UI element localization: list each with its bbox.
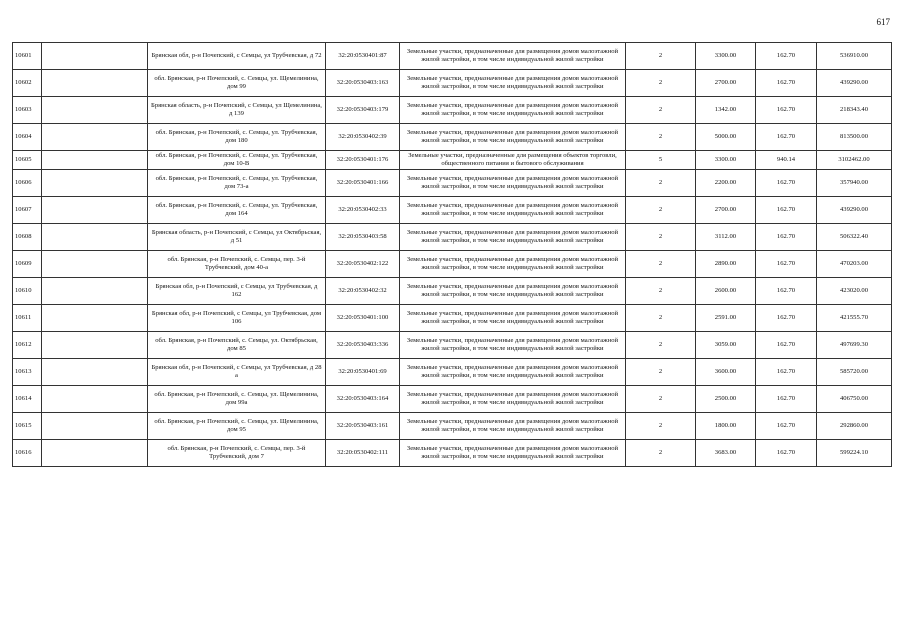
table-row — [13, 440, 892, 467]
row-number: 10604 — [13, 124, 42, 151]
land-use-cell: Земельные участки, предназначенные для размещения домов малоэтажной жилой застройки, в том числе индивидуальной жилой застройки — [400, 97, 626, 124]
cadastral-value-cell: 406750.00 — [817, 386, 892, 413]
blank-cell — [42, 197, 148, 224]
table-row — [13, 251, 892, 278]
blank-cell — [42, 224, 148, 251]
land-use-cell: Земельные участки, предназначенные для размещения домов малоэтажной жилой застройки, в том числе индивидуальной жилой застройки — [400, 278, 626, 305]
row-number: 10603 — [13, 97, 42, 124]
table-row — [13, 43, 892, 70]
land-use-cell: Земельные участки, предназначенные для размещения домов малоэтажной жилой застройки, в том числе индивидуальной жилой застройки — [400, 305, 626, 332]
cadastral-value-table — [12, 42, 892, 467]
address-cell: обл. Брянская, р-н Почепский, с. Семцы, ул. Трубчевская, дом 73-а — [148, 170, 326, 197]
use-group-code-cell: 2 — [626, 278, 696, 305]
blank-cell — [42, 43, 148, 70]
specific-value-cell: 162.70 — [756, 278, 817, 305]
land-use-cell: Земельные участки, предназначенные для размещения домов малоэтажной жилой застройки, в том числе индивидуальной жилой застройки — [400, 332, 626, 359]
area-cell: 3059.00 — [696, 332, 756, 359]
address-cell: Брянская область, р-н Почепский, с Семцы, ул Щемелинина, д 139 — [148, 97, 326, 124]
use-group-code-cell: 2 — [626, 359, 696, 386]
address-cell: обл. Брянская, р-н Почепский, с. Семцы, ул. Трубчевская, дом 180 — [148, 124, 326, 151]
use-group-code-cell: 2 — [626, 197, 696, 224]
table-row — [13, 386, 892, 413]
use-group-code-cell: 2 — [626, 386, 696, 413]
address-cell: обл. Брянская, р-н Почепский, с. Семцы, пер. 3-й Трубчевский, дом 40-а — [148, 251, 326, 278]
cadastral-value-cell: 599224.10 — [817, 440, 892, 467]
blank-cell — [42, 440, 148, 467]
area-cell: 2591.00 — [696, 305, 756, 332]
row-number: 10614 — [13, 386, 42, 413]
cadastral-value-cell: 585720.00 — [817, 359, 892, 386]
area-cell: 3300.00 — [696, 151, 756, 170]
row-number: 10609 — [13, 251, 42, 278]
cadastral-value-cell: 3102462.00 — [817, 151, 892, 170]
row-number: 10615 — [13, 413, 42, 440]
cadastral-value-cell: 497699.30 — [817, 332, 892, 359]
row-number: 10610 — [13, 278, 42, 305]
cadastral-number-cell: 32:20:0530401:69 — [326, 359, 400, 386]
address-cell: обл. Брянская, р-н Почепский, с. Семцы, ул. Трубчевская, дом 164 — [148, 197, 326, 224]
land-use-cell: Земельные участки, предназначенные для размещения домов малоэтажной жилой застройки, в том числе индивидуальной жилой застройки — [400, 413, 626, 440]
specific-value-cell: 162.70 — [756, 359, 817, 386]
blank-cell — [42, 70, 148, 97]
use-group-code-cell: 2 — [626, 170, 696, 197]
area-cell: 2600.00 — [696, 278, 756, 305]
row-number: 10613 — [13, 359, 42, 386]
blank-cell — [42, 278, 148, 305]
cadastral-value-cell: 470203.00 — [817, 251, 892, 278]
land-use-cell: Земельные участки, предназначенные для размещения объектов торговли, общественного питания и бытового обслуживания — [400, 151, 626, 170]
row-number: 10612 — [13, 332, 42, 359]
specific-value-cell: 162.70 — [756, 332, 817, 359]
area-cell: 2500.00 — [696, 386, 756, 413]
row-number: 10602 — [13, 70, 42, 97]
table-row — [13, 70, 892, 97]
specific-value-cell: 162.70 — [756, 197, 817, 224]
area-cell: 2700.00 — [696, 197, 756, 224]
cadastral-value-cell: 439290.00 — [817, 197, 892, 224]
land-use-cell: Земельные участки, предназначенные для размещения домов малоэтажной жилой застройки, в том числе индивидуальной жилой застройки — [400, 43, 626, 70]
table-row — [13, 413, 892, 440]
cadastral-number-cell: 32:20:0530403:336 — [326, 332, 400, 359]
use-group-code-cell: 2 — [626, 70, 696, 97]
area-cell: 1342.00 — [696, 97, 756, 124]
address-cell: Брянская обл, р-н Почепский, с Семцы, ул Трубчевская, д 162 — [148, 278, 326, 305]
cadastral-value-cell: 536910.00 — [817, 43, 892, 70]
cadastral-number-cell: 32:20:0530401:176 — [326, 151, 400, 170]
cadastral-number-cell: 32:20:0530401:166 — [326, 170, 400, 197]
use-group-code-cell: 2 — [626, 224, 696, 251]
blank-cell — [42, 97, 148, 124]
table-row — [13, 97, 892, 124]
row-number: 10611 — [13, 305, 42, 332]
cadastral-number-cell: 32:20:0530402:32 — [326, 278, 400, 305]
area-cell: 5000.00 — [696, 124, 756, 151]
specific-value-cell: 940.14 — [756, 151, 817, 170]
area-cell: 3300.00 — [696, 43, 756, 70]
table-body — [13, 43, 892, 467]
cadastral-number-cell: 32:20:0530403:179 — [326, 97, 400, 124]
page-number: 617 — [876, 17, 890, 27]
row-number: 10605 — [13, 151, 42, 170]
use-group-code-cell: 2 — [626, 124, 696, 151]
specific-value-cell: 162.70 — [756, 124, 817, 151]
land-use-cell: Земельные участки, предназначенные для размещения домов малоэтажной жилой застройки, в том числе индивидуальной жилой застройки — [400, 359, 626, 386]
table-row — [13, 197, 892, 224]
land-use-cell: Земельные участки, предназначенные для размещения домов малоэтажной жилой застройки, в том числе индивидуальной жилой застройки — [400, 224, 626, 251]
area-cell: 3683.00 — [696, 440, 756, 467]
land-use-cell: Земельные участки, предназначенные для размещения домов малоэтажной жилой застройки, в том числе индивидуальной жилой застройки — [400, 124, 626, 151]
table-row — [13, 305, 892, 332]
specific-value-cell: 162.70 — [756, 413, 817, 440]
blank-cell — [42, 332, 148, 359]
land-use-cell: Земельные участки, предназначенные для размещения домов малоэтажной жилой застройки, в том числе индивидуальной жилой застройки — [400, 170, 626, 197]
cadastral-number-cell: 32:20:0530401:87 — [326, 43, 400, 70]
blank-cell — [42, 305, 148, 332]
use-group-code-cell: 2 — [626, 97, 696, 124]
land-use-cell: Земельные участки, предназначенные для размещения домов малоэтажной жилой застройки, в том числе индивидуальной жилой застройки — [400, 197, 626, 224]
table-row — [13, 359, 892, 386]
use-group-code-cell: 5 — [626, 151, 696, 170]
cadastral-value-cell: 813500.00 — [817, 124, 892, 151]
row-number: 10616 — [13, 440, 42, 467]
blank-cell — [42, 251, 148, 278]
specific-value-cell: 162.70 — [756, 43, 817, 70]
address-cell: обл. Брянская, р-н Почепский, с. Семцы, ул. Щемелинина, дом 95 — [148, 413, 326, 440]
specific-value-cell: 162.70 — [756, 251, 817, 278]
use-group-code-cell: 2 — [626, 332, 696, 359]
cadastral-number-cell: 32:20:0530403:164 — [326, 386, 400, 413]
table-row — [13, 278, 892, 305]
land-use-cell: Земельные участки, предназначенные для размещения домов малоэтажной жилой застройки, в том числе индивидуальной жилой застройки — [400, 70, 626, 97]
cadastral-number-cell: 32:20:0530402:39 — [326, 124, 400, 151]
specific-value-cell: 162.70 — [756, 305, 817, 332]
address-cell: Брянская обл, р-н Почепский, с Семцы, ул Трубчевская, д 72 — [148, 43, 326, 70]
use-group-code-cell: 2 — [626, 43, 696, 70]
address-cell: обл. Брянская, р-н Почепский, с. Семцы, пер. 3-й Трубчевский, дом 7 — [148, 440, 326, 467]
table-row — [13, 332, 892, 359]
area-cell: 1800.00 — [696, 413, 756, 440]
land-use-cell: Земельные участки, предназначенные для размещения домов малоэтажной жилой застройки, в том числе индивидуальной жилой застройки — [400, 440, 626, 467]
address-cell: обл. Брянская, р-н Почепский, с. Семцы, ул. Октябрьская, дом 85 — [148, 332, 326, 359]
row-number: 10608 — [13, 224, 42, 251]
cadastral-number-cell: 32:20:0530402:33 — [326, 197, 400, 224]
blank-cell — [42, 151, 148, 170]
specific-value-cell: 162.70 — [756, 97, 817, 124]
cadastral-value-cell: 506322.40 — [817, 224, 892, 251]
cadastral-number-cell: 32:20:0530403:163 — [326, 70, 400, 97]
specific-value-cell: 162.70 — [756, 224, 817, 251]
use-group-code-cell: 2 — [626, 251, 696, 278]
specific-value-cell: 162.70 — [756, 386, 817, 413]
row-number: 10606 — [13, 170, 42, 197]
blank-cell — [42, 359, 148, 386]
cadastral-value-cell: 357940.00 — [817, 170, 892, 197]
address-cell: Брянская обл, р-н Почепский, с Семцы, ул Трубчевская, д 28 а — [148, 359, 326, 386]
area-cell: 3600.00 — [696, 359, 756, 386]
table-row — [13, 124, 892, 151]
table-row — [13, 151, 892, 170]
blank-cell — [42, 124, 148, 151]
cadastral-number-cell: 32:20:0530402:122 — [326, 251, 400, 278]
table-row — [13, 224, 892, 251]
area-cell: 2200.00 — [696, 170, 756, 197]
area-cell: 2890.00 — [696, 251, 756, 278]
address-cell: Брянская обл, р-н Почепский, с Семцы, ул Трубчевская, дом 106 — [148, 305, 326, 332]
cadastral-value-cell: 439290.00 — [817, 70, 892, 97]
land-use-cell: Земельные участки, предназначенные для размещения домов малоэтажной жилой застройки, в том числе индивидуальной жилой застройки — [400, 251, 626, 278]
cadastral-number-cell: 32:20:0530403:161 — [326, 413, 400, 440]
specific-value-cell: 162.70 — [756, 440, 817, 467]
address-cell: Брянская область, р-н Почепский, с Семцы, ул Октябрьская, д 51 — [148, 224, 326, 251]
area-cell: 3112.00 — [696, 224, 756, 251]
land-use-cell: Земельные участки, предназначенные для размещения домов малоэтажной жилой застройки, в том числе индивидуальной жилой застройки — [400, 386, 626, 413]
blank-cell — [42, 413, 148, 440]
cadastral-value-cell: 421555.70 — [817, 305, 892, 332]
address-cell: обл. Брянская, р-н Почепский, с. Семцы, ул. Трубчевская, дом 10-В — [148, 151, 326, 170]
cadastral-value-cell: 218343.40 — [817, 97, 892, 124]
cadastral-number-cell: 32:20:0530402:111 — [326, 440, 400, 467]
address-cell: обл. Брянская, р-н Почепский, с. Семцы, ул. Щемелинина, дом 99а — [148, 386, 326, 413]
row-number: 10601 — [13, 43, 42, 70]
specific-value-cell: 162.70 — [756, 70, 817, 97]
row-number: 10607 — [13, 197, 42, 224]
cadastral-value-cell: 423020.00 — [817, 278, 892, 305]
use-group-code-cell: 2 — [626, 440, 696, 467]
table-row — [13, 170, 892, 197]
area-cell: 2700.00 — [696, 70, 756, 97]
specific-value-cell: 162.70 — [756, 170, 817, 197]
blank-cell — [42, 170, 148, 197]
cadastral-number-cell: 32:20:0530403:58 — [326, 224, 400, 251]
use-group-code-cell: 2 — [626, 413, 696, 440]
use-group-code-cell: 2 — [626, 305, 696, 332]
cadastral-value-cell: 292860.00 — [817, 413, 892, 440]
blank-cell — [42, 386, 148, 413]
cadastral-number-cell: 32:20:0530401:100 — [326, 305, 400, 332]
address-cell: обл. Брянская, р-н Почепский, с. Семцы, ул. Щемелинина, дом 99 — [148, 70, 326, 97]
